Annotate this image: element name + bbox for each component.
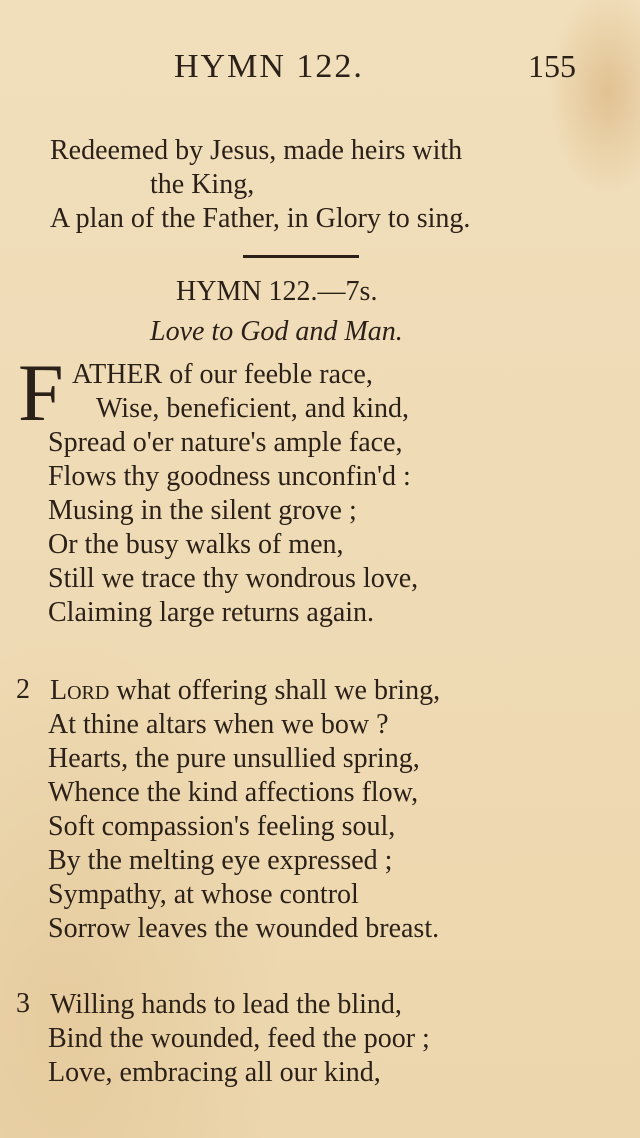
prev-hymn-line: the King, [150, 169, 255, 200]
verse-line: At thine altars when we bow ? [48, 709, 389, 740]
verse-line-rest: what offering shall we bring, [109, 675, 441, 706]
verse-line: Spread o'er nature's ample face, [48, 427, 403, 458]
verse-line: Love, embracing all our kind, [48, 1057, 381, 1088]
verse-first-word: Lord [50, 675, 110, 706]
page-number: 155 [528, 48, 576, 84]
verse-line: Willing hands to lead the blind, [50, 989, 402, 1020]
verse-line: Sympathy, at whose control [48, 879, 359, 910]
verse-line: Claiming large returns again. [48, 597, 375, 628]
verse-line: Still we trace thy wondrous love, [48, 563, 419, 594]
verse-line: Flows thy goodness unconfin'd : [48, 461, 411, 492]
verse-line [50, 674, 440, 708]
verse-line: Or the busy walks of men, [48, 529, 344, 560]
section-divider [243, 255, 359, 258]
verse-line: Hearts, the pure unsullied spring, [48, 743, 420, 774]
hymn-title: HYMN 122.—7s. [176, 276, 378, 307]
prev-hymn-line: A plan of the Father, in Glory to sing. [50, 203, 471, 234]
verse-line: Soft compassion's feeling soul, [48, 811, 396, 842]
verse-line: ATHER of our feeble race, [72, 359, 373, 390]
verse-line: Musing in the silent grove ; [48, 495, 357, 526]
verse-line: Sorrow leaves the wounded breast. [48, 913, 440, 944]
hymn-subtitle: Love to God and Man. [150, 316, 403, 347]
verse-number: 3 [16, 988, 30, 1019]
prev-hymn-line: Redeemed by Jesus, made heirs with [50, 135, 463, 166]
verse-line: Whence the kind affections flow, [48, 777, 419, 808]
drop-cap: F [18, 347, 64, 438]
verse-line: By the melting eye expressed ; [48, 845, 393, 876]
verse-line: Bind the wounded, feed the poor ; [48, 1023, 430, 1054]
verse-line: Wise, beneficient, and kind, [96, 393, 409, 424]
verse-number: 2 [16, 674, 30, 705]
running-header-title: HYMN 122. [174, 48, 364, 85]
